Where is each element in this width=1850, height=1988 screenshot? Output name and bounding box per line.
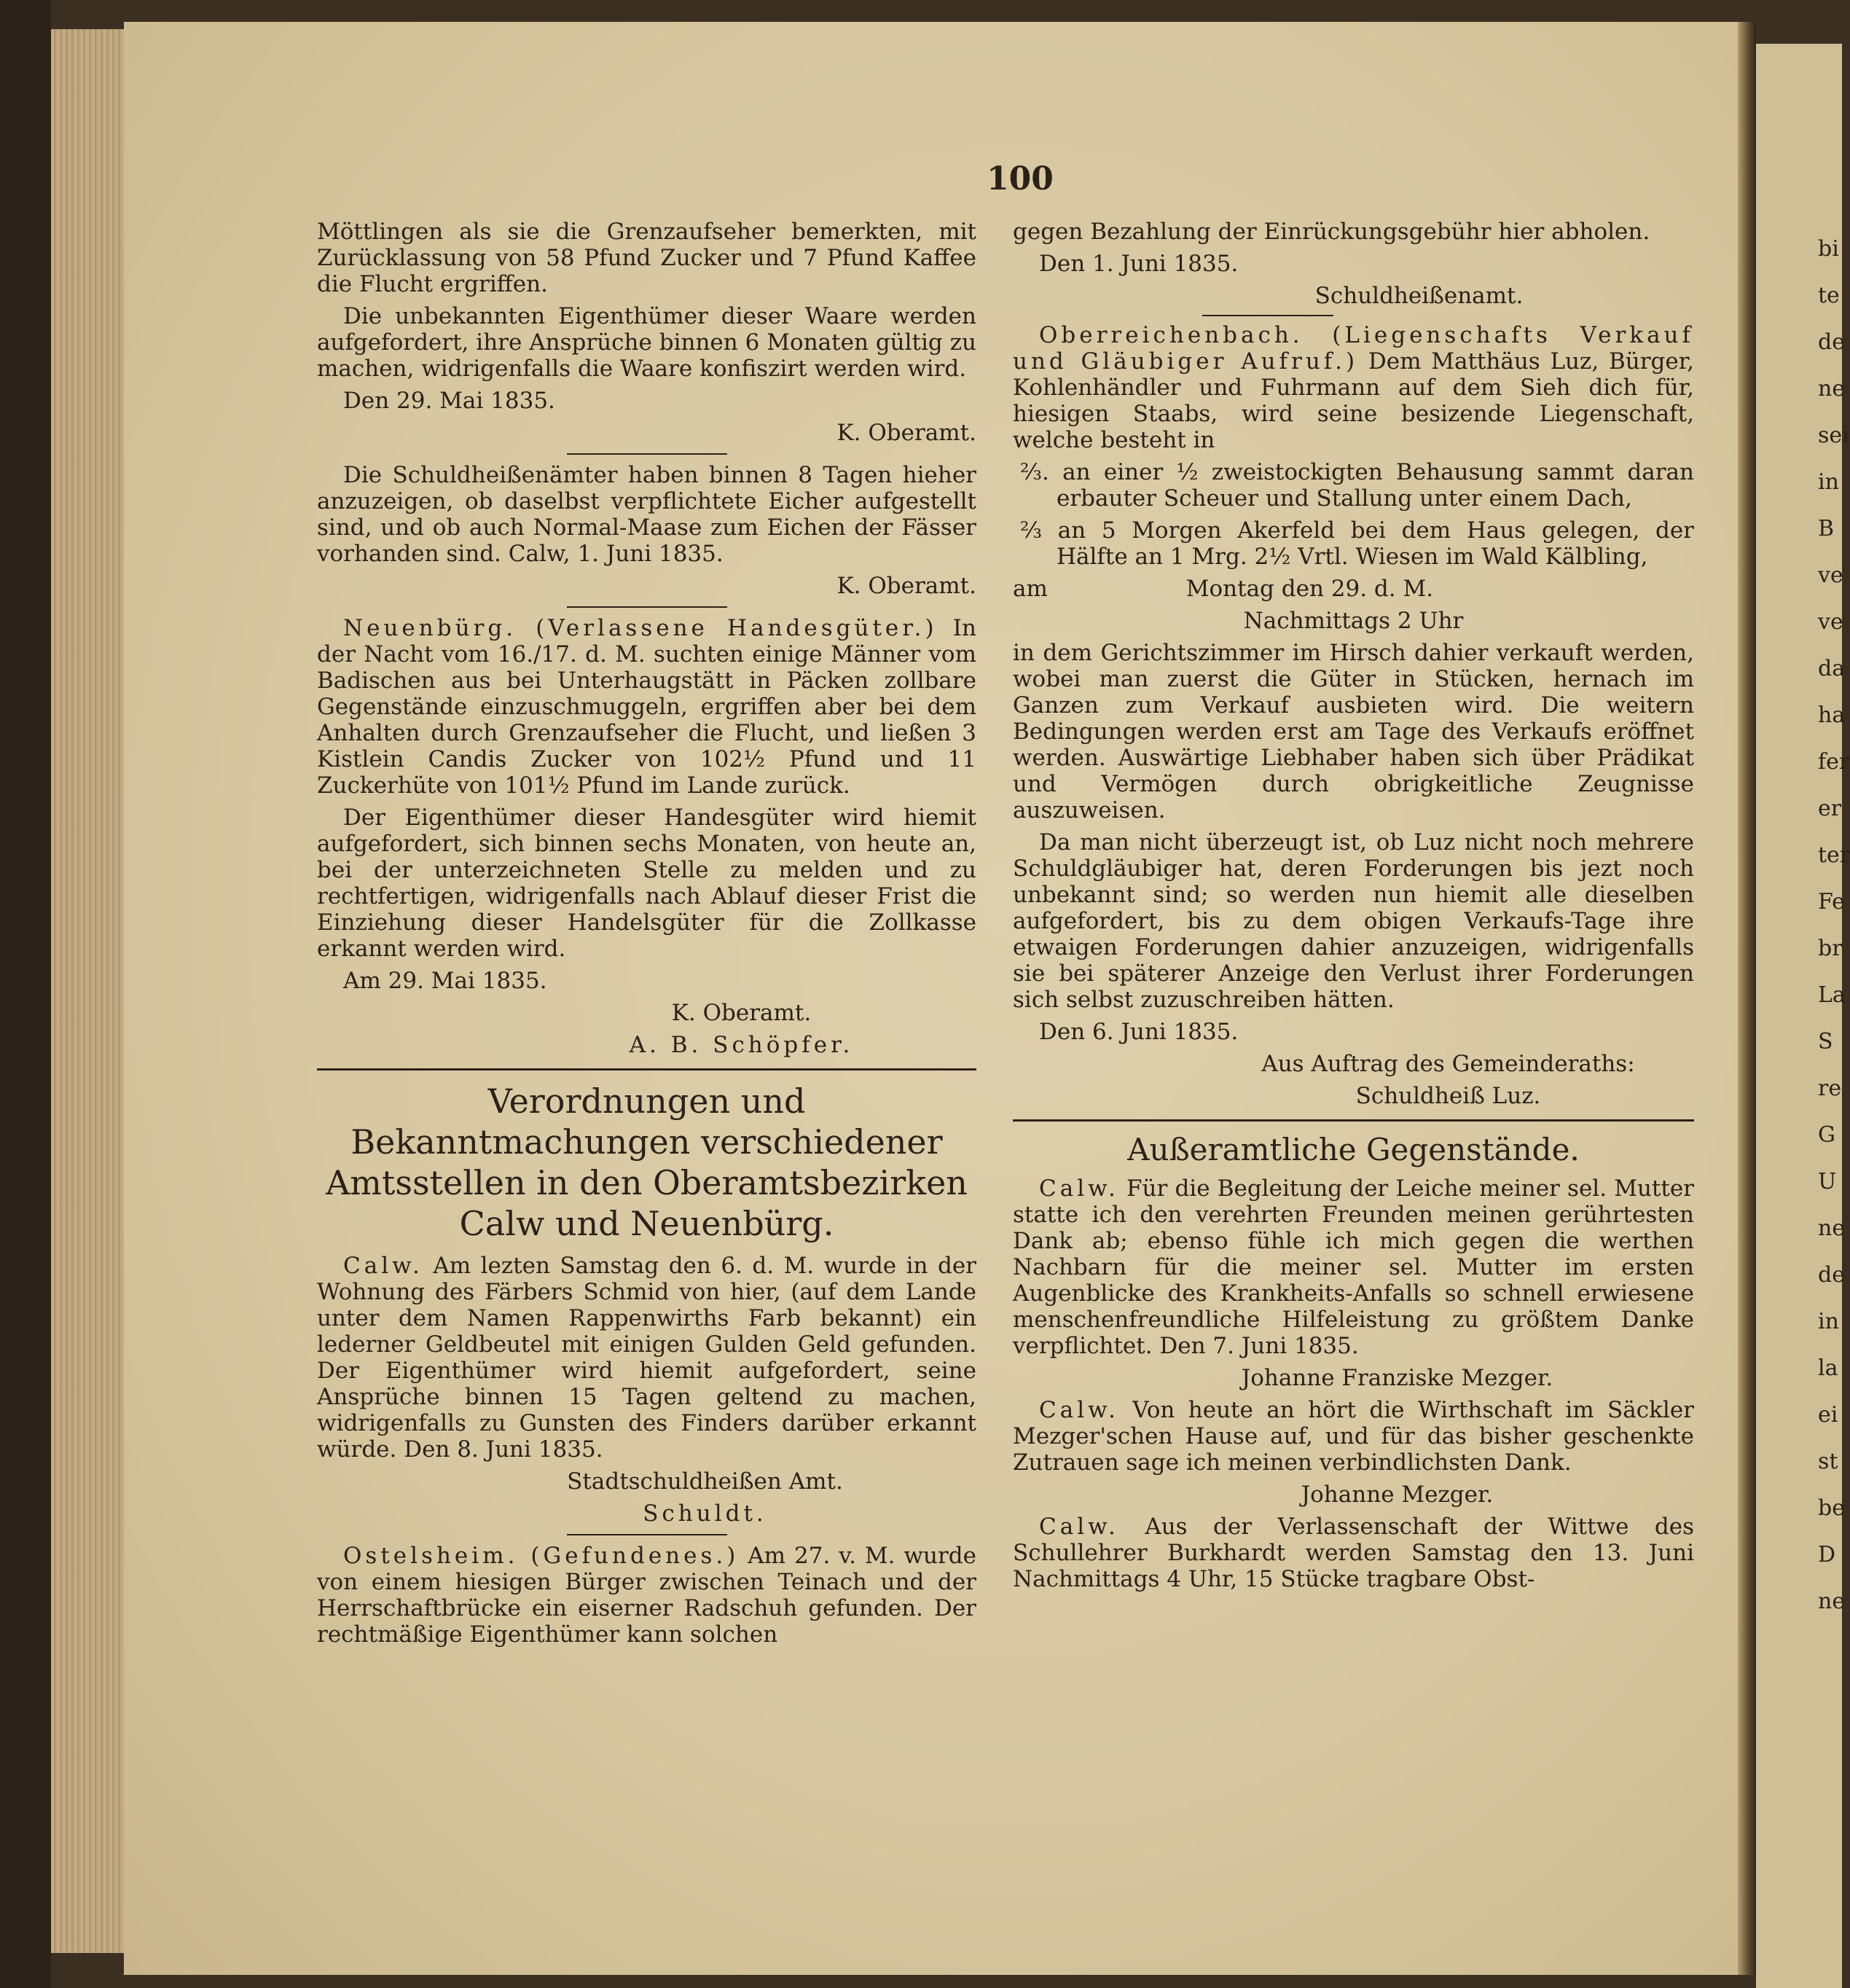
notice-place: Calw.: [343, 1253, 423, 1279]
next-page-fragment: st: [1818, 1449, 1838, 1474]
next-page-fragments: [1818, 226, 1850, 1625]
notice-date: Den 29. Mai 1835.: [343, 388, 555, 414]
next-page-fragment: ter: [1818, 842, 1850, 868]
next-page-fragment: da: [1818, 656, 1846, 681]
next-page-fragment: S: [1818, 1029, 1833, 1054]
next-page-fragment: bi: [1818, 236, 1839, 262]
notice-signature: Schuldheiß Luz.: [1355, 1083, 1541, 1109]
notice-place: Calw.: [1039, 1175, 1119, 1202]
notice-text: Aus der Verlassenschaft der Wittwe des Schullehrer Burkhardt werden Samstag den 13. Juni Nachmittags 4 Uhr, 15 Stücke tragbare Obst-: [1013, 1514, 1694, 1592]
notice-date: Den 1. Juni 1835.: [1039, 251, 1239, 277]
notice-place: Calw.: [1039, 1397, 1119, 1423]
next-page-fragment: ve: [1818, 609, 1843, 635]
separator-rule: [567, 1534, 727, 1535]
notice-paragraph: [317, 1543, 976, 1648]
next-page-fragment: la: [1818, 1355, 1838, 1381]
notice-text: Dem Matthäus Luz, Bürger, Kohlenhändler und Fuhrmann auf dem Sieh dich für, hiesigen Staabs, wird seine besizende Liegenschaft, welche besteht in: [1013, 348, 1694, 453]
notice-paragraph: Da man nicht überzeugt ist, ob Luz nicht noch mehrere Schuldgläubiger hat, deren Forderungen bis jezt noch unbekannt sind; so werden nun hiemit alle dieselben aufgefordert, bis zu dem obigen Verkaufs-Tage ihre etwaigen Forderungen dahier anzuzeigen, widrigenfalls sie bei späterer Anzeige den Verlust ihrer Forderungen sich selbst zuzuschreiben hätten.: [1013, 829, 1694, 1013]
notice-paragraph: [317, 615, 976, 799]
book-gutter: [1738, 22, 1756, 1975]
next-page-fragment: ei: [1818, 1402, 1838, 1428]
separator-rule: [317, 1068, 976, 1071]
notice-signature: K. Oberamt.: [836, 420, 976, 446]
notice-text: In der Nacht vom 16./17. d. M. suchten einige Männer vom Badischen aus bei Unterhaugstätt in Päcken zollbare Gegenstände einzuschmuggeln, ergriffen aber bei dem Anhalten durch Grenzaufseher die Flucht, und ließen 3 Kistlein Candis Zucker von 102½ Pfund und 11 Zuckerhüte von 101½ Pfund im Lande zurück.: [317, 615, 976, 799]
next-page-fragment: be: [1818, 1495, 1845, 1521]
notice-paragraph: Die unbekannten Eigenthümer dieser Waare werden aufgefordert, ihre Ansprüche binnen 6 Monaten gültig zu machen, widrigenfalls die Waare konfiszirt werden wird.: [317, 303, 976, 382]
next-page-fragment: in: [1818, 469, 1839, 495]
notice-place: Oberreichenbach. (Liegenschafts Verkauf und Gläubiger Aufruf.): [1013, 322, 1694, 375]
notice-place: Ostelsheim. (Gefundenes.): [343, 1543, 740, 1569]
auction-am: am: [1013, 576, 1048, 602]
notice-paragraph: [1013, 1514, 1694, 1592]
notice-signature: Schuldt.: [643, 1500, 767, 1527]
next-page-fragment: re: [1818, 1076, 1842, 1101]
next-page-fragment: fer: [1818, 749, 1850, 775]
notice-paragraph: [1013, 322, 1694, 453]
left-column: [317, 219, 976, 1654]
next-page-fragment: ne: [1818, 376, 1846, 402]
notice-signature: Johanne Franziske Mezger.: [1241, 1365, 1553, 1391]
section-heading: Verordnungen und Bekanntmachungen verschiedener Amtsstellen in den Oberamtsbezirken Calw und Neuenbürg.: [326, 1081, 968, 1243]
auction-time: Nachmittags 2 Uhr: [1243, 608, 1464, 634]
separator-rule: [567, 606, 727, 608]
notice-signature: Johanne Mezger.: [1301, 1482, 1494, 1508]
page-number: 100: [987, 160, 1054, 197]
notice-signature: Stadtschuldheißen Amt.: [567, 1468, 843, 1495]
notice-text: Für die Begleitung der Leiche meiner sel. Mutter statte ich den verehrten Freunden meinen gerührtesten Dank ab; ebenso fühle ich mich gegen die werthen Nachbarn für die meiner sel. Mutter im ersten Augenblicke des Krankheits-Anfalls so schnell erwiesene menschenfreundliche Hilfeleistung zu größtem Danke verpflichtet. Den 7. Juni 1835.: [1013, 1175, 1694, 1359]
notice-signature: Aus Auftrag des Gemeinderaths:: [1261, 1051, 1635, 1077]
list-item: ⅔. an einer ½ zweistockigten Behausung sammt daran erbauter Scheuer und Stallung unter einem Dach,: [1020, 459, 1694, 512]
page-block-edges: [51, 29, 124, 1953]
next-page-fragment: G: [1818, 1122, 1835, 1148]
next-page-fragment: er: [1818, 796, 1842, 821]
notice-signature: A. B. Schöpfer.: [629, 1032, 854, 1058]
next-page-fragment: de: [1818, 1262, 1845, 1288]
notice-paragraph: gegen Bezahlung der Einrückungsgebühr hier abholen.: [1013, 219, 1650, 245]
notice-paragraph: in dem Gerichtszimmer im Hirsch dahier verkauft werden, wobei man zuerst die Güter in Stücken, hernach im Ganzen zum Verkauf ausbieten wird. Die weitern Bedingungen werden erst am Tage des Verkaufs eröffnet werden. Auswärtige Liebhaber haben sich über Prädikat und Vermögen durch obrigkeitliche Zeugnisse auszuweisen.: [1013, 640, 1694, 823]
next-page-fragment: ne: [1818, 1216, 1846, 1241]
next-page-fragment: B: [1818, 516, 1835, 541]
notice-text: Von heute an hört die Wirthschaft im Säckler Mezger'schen Hause auf, und für das bisher geschenkte Zutrauen sage ich meinen verbindlichsten Dank.: [1013, 1397, 1694, 1476]
auction-day-line: [1013, 576, 1694, 602]
notice-place: Calw.: [1039, 1514, 1119, 1540]
separator-rule: [1013, 1119, 1694, 1122]
notice-paragraph: Die Schuldheißenämter haben binnen 8 Tagen hieher anzuzeigen, ob daselbst verpflichtete Eicher aufgestellt sind, und ob auch Normal-Maase zum Eichen der Fässer vorhanden sind. Calw, 1. Juni 1835.: [317, 462, 976, 567]
next-page-fragment: U: [1818, 1169, 1837, 1194]
notice-paragraph: Möttlingen als sie die Grenzaufseher bemerkten, mit Zurücklassung von 58 Pfund Zucker und 7 Pfund Kaffee die Flucht ergriffen.: [317, 219, 976, 297]
notice-text: Am 27. v. M. wurde von einem hiesigen Bürger zwischen Teinach und der Herrschaftbrücke ein eiserner Radschuh gefunden. Der rechtmäßige Eigenthümer kann solchen: [317, 1543, 976, 1648]
book-edge: [0, 0, 51, 1988]
next-page-fragment: La: [1818, 982, 1846, 1008]
notice-paragraph: [1013, 1175, 1694, 1359]
notice-text: Am lezten Samstag den 6. d. M. wurde in der Wohnung des Färbers Schmid von hier, (auf dem Lande unter dem Namen Rappenwirths Farb bekannt) ein lederner Geldbeutel mit einigen Gulden Geld gefunden. Der Eigenthümer wird hiemit aufgefordert, seine Ansprüche binnen 15 Tagen geltend zu machen, widrigenfalls zu Gunsten des Finders darüber erkannt würde. Den 8. Juni 1835.: [317, 1253, 976, 1463]
notice-signature: Schuldheißenamt.: [1314, 283, 1524, 309]
next-page-fragment: ha: [1818, 703, 1846, 728]
section-heading: Außeramtliche Gegenstände.: [1127, 1132, 1580, 1167]
next-page-fragment: ve: [1818, 563, 1843, 588]
auction-day: Montag den 29. d. M.: [1185, 576, 1434, 602]
notice-signature: K. Oberamt.: [671, 1000, 812, 1026]
next-page-fragment: D: [1818, 1542, 1836, 1568]
separator-rule: [567, 453, 727, 455]
notice-place: Neuenbürg. (Verlassene Handesgüter.): [343, 615, 938, 641]
next-page-fragment: br: [1818, 936, 1843, 961]
next-page-fragment: de: [1818, 329, 1845, 355]
next-page-fragment: ne: [1818, 1589, 1846, 1614]
next-page-fragment: Fe: [1818, 889, 1845, 915]
notice-paragraph: [1013, 1397, 1694, 1476]
next-page-fragment: in: [1818, 1309, 1839, 1334]
notice-signature: K. Oberamt.: [836, 573, 976, 599]
next-page-fragment: te: [1818, 283, 1840, 308]
list-item: ⅔ an 5 Morgen Akerfeld bei dem Haus gelegen, der Hälfte an 1 Mrg. 2½ Vrtl. Wiesen im Wald Kälbling,: [1020, 517, 1694, 570]
notice-date: Den 6. Juni 1835.: [1039, 1019, 1239, 1045]
next-page-fragment: sei: [1818, 423, 1849, 448]
notice-paragraph: [317, 1253, 976, 1463]
right-column: [1013, 219, 1694, 1598]
notice-date: Am 29. Mai 1835.: [343, 968, 547, 994]
notice-paragraph: Der Eigenthümer dieser Handesgüter wird hiemit aufgefordert, sich binnen sechs Monaten, von heute an, bei der unterzeichneten Stelle zu melden und zu rechtfertigen, widrigenfalls nach Ablauf dieser Frist die Einziehung dieser Handelsgüter für die Zollkasse erkannt werden wird.: [317, 805, 976, 962]
separator-rule: [1202, 315, 1333, 316]
